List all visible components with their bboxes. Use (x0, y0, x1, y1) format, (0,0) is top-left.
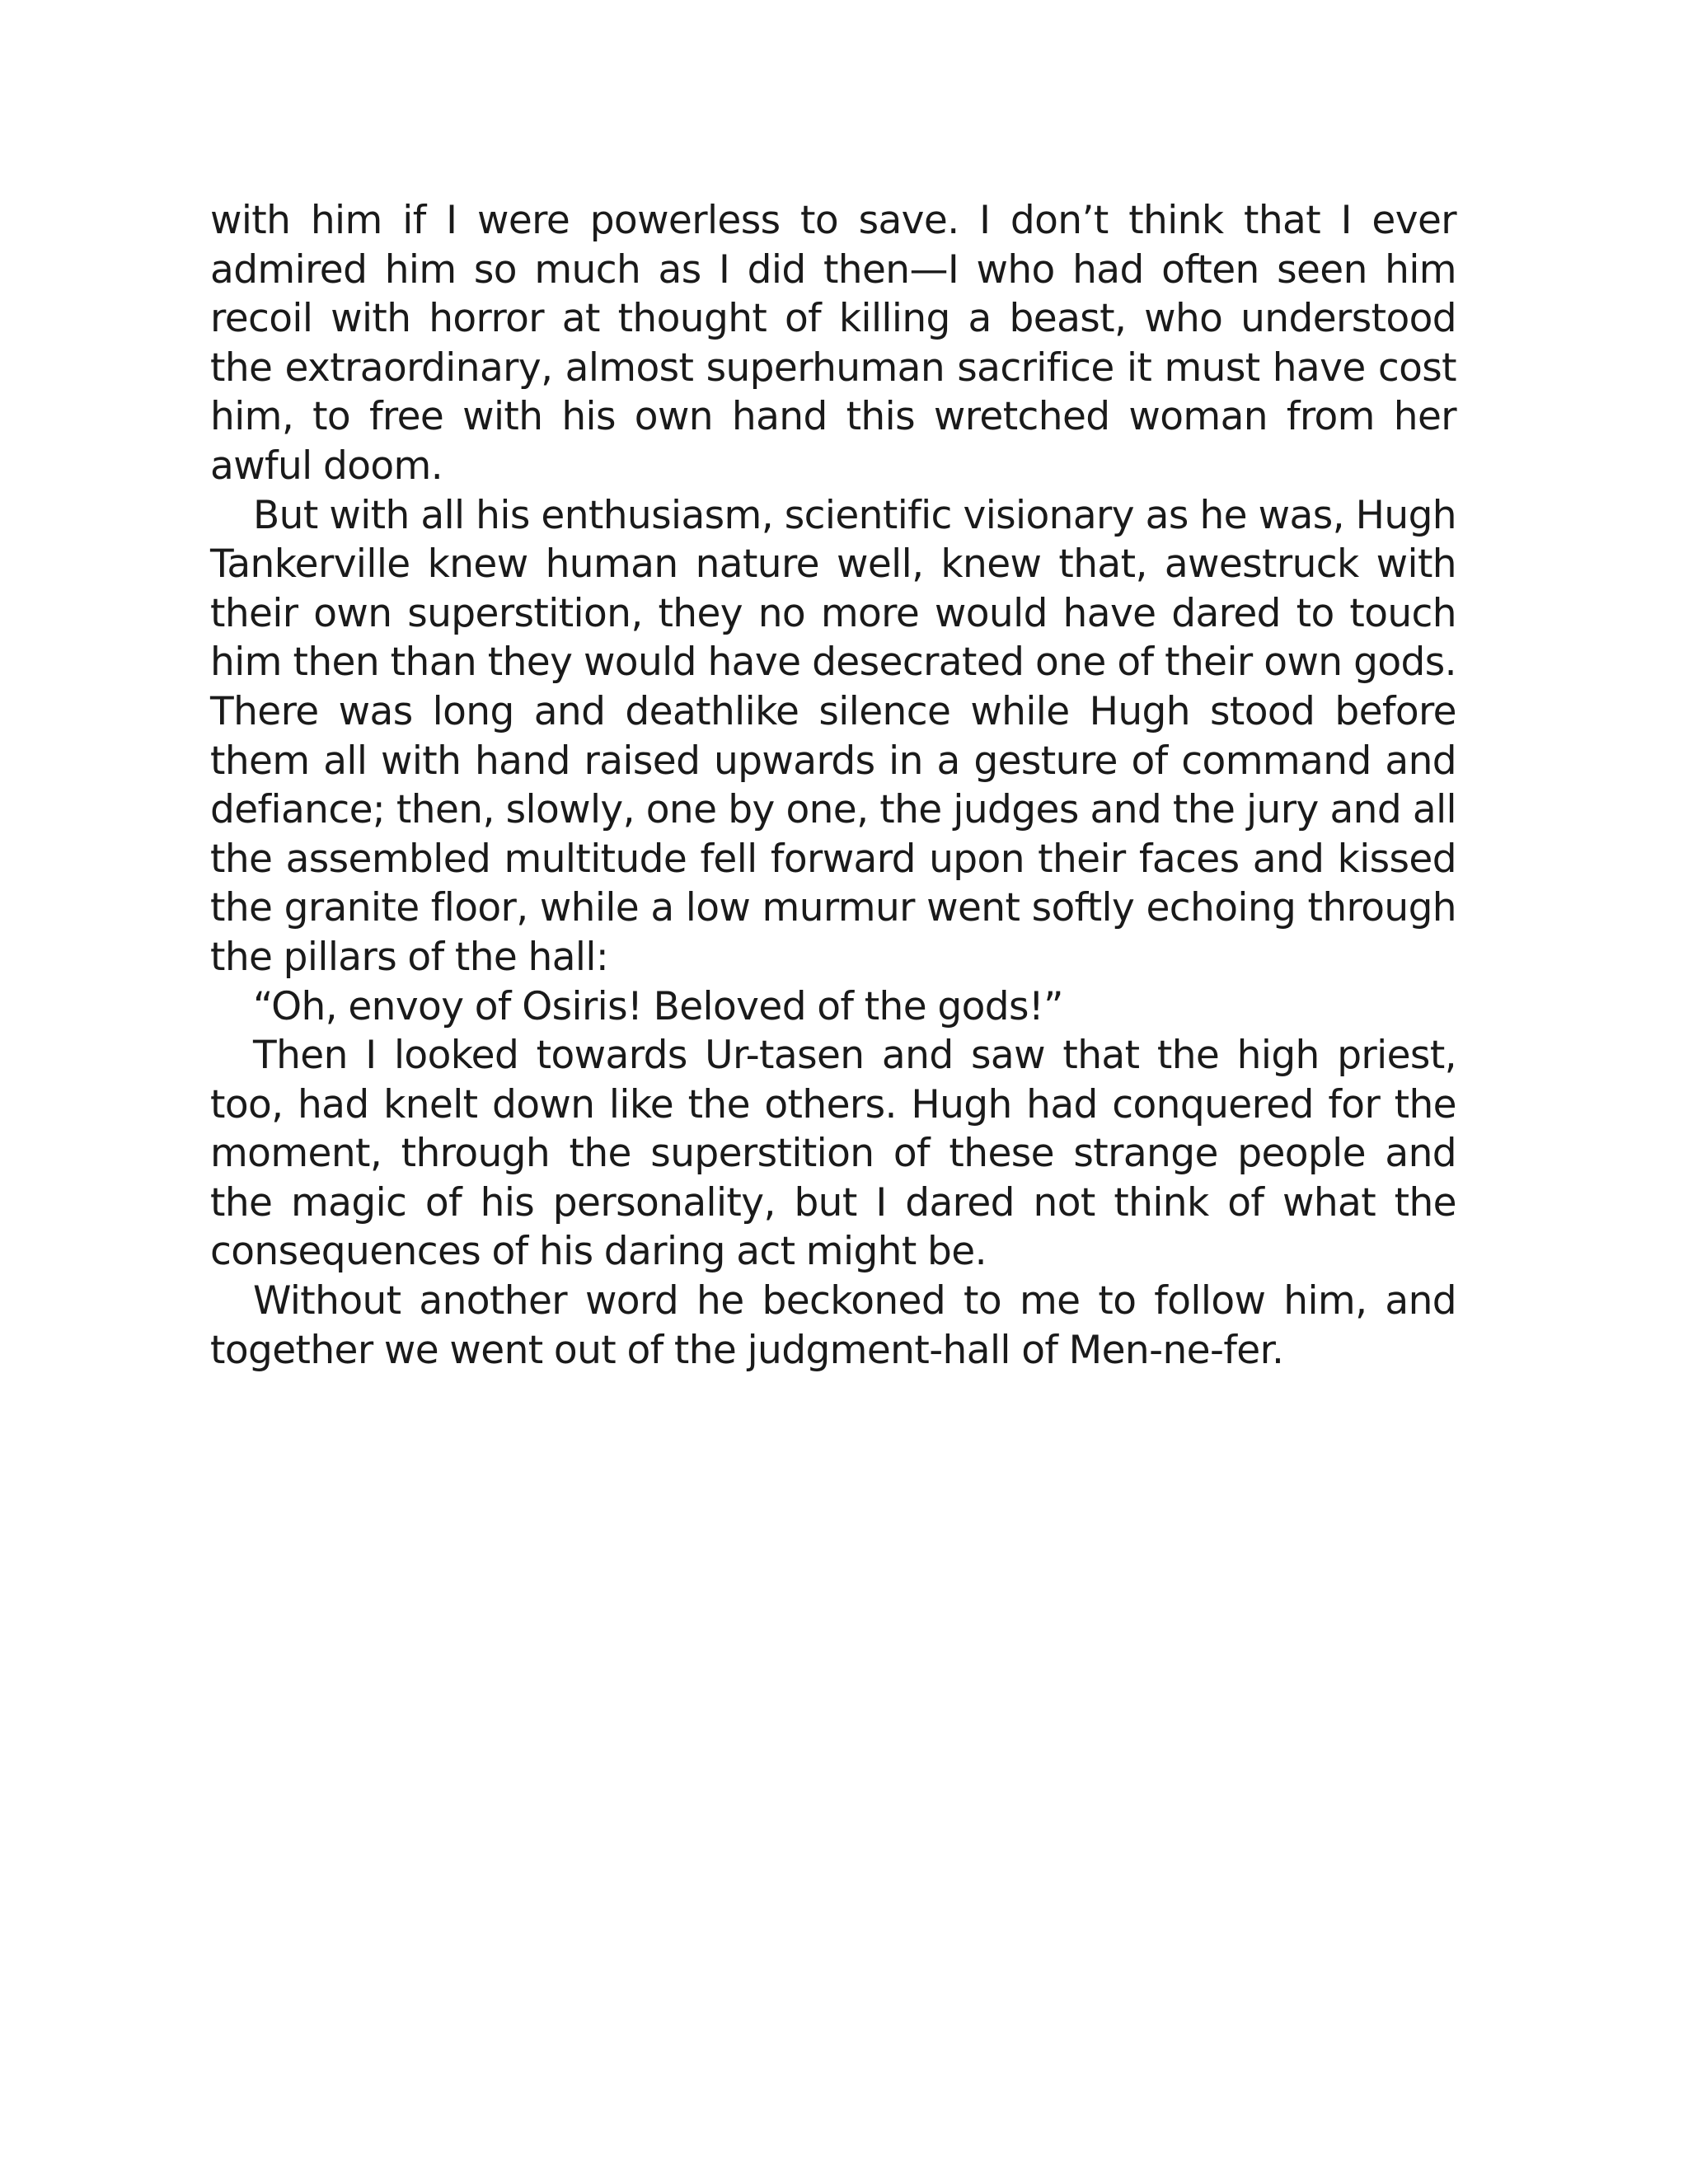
paragraph: But with all his enthusiasm, scientific visionary as he was, Hugh Tankerville knew human nature well, knew that, awestruck with their own superstition, they no more would have dared to touch him then than they would have desecrated one of their own gods. There was long and deathlike silence while Hugh stood before them all with hand raised upwards in a gesture of command and defiance; then, slowly, one by one, the judges and the jury and all the assembled multitude fell forward upon their faces and kissed the granite floor, while a low murmur went softly echoing through the pillars of the hall: (210, 492, 1456, 980)
body-text (210, 196, 1456, 1375)
paragraph: Then I looked towards Ur-tasen and saw that the high priest, too, had knelt down like the others. Hugh had conquered for the moment, through the superstition of these strange people and the magic of his personality, but I dared not think of what the consequences of his daring act might be. (210, 1033, 1456, 1275)
paragraph-quote: “Oh, envoy of Osiris! Beloved of the gods!” (253, 983, 1063, 1029)
paragraph: Without another word he beckoned to me to follow him, and together we went out of the judgment-hall of Men-ne-fer. (210, 1278, 1456, 1373)
paragraph-continued: with him if I were powerless to save. I don’t think that I ever admired him so much as I did then—I who had often seen him recoil with horror at thought of killing a beast, who understood the extraordinary, almost superhuman sacrifice it must have cost him, to free with his own hand this wretched woman from her awful doom. (210, 198, 1456, 489)
